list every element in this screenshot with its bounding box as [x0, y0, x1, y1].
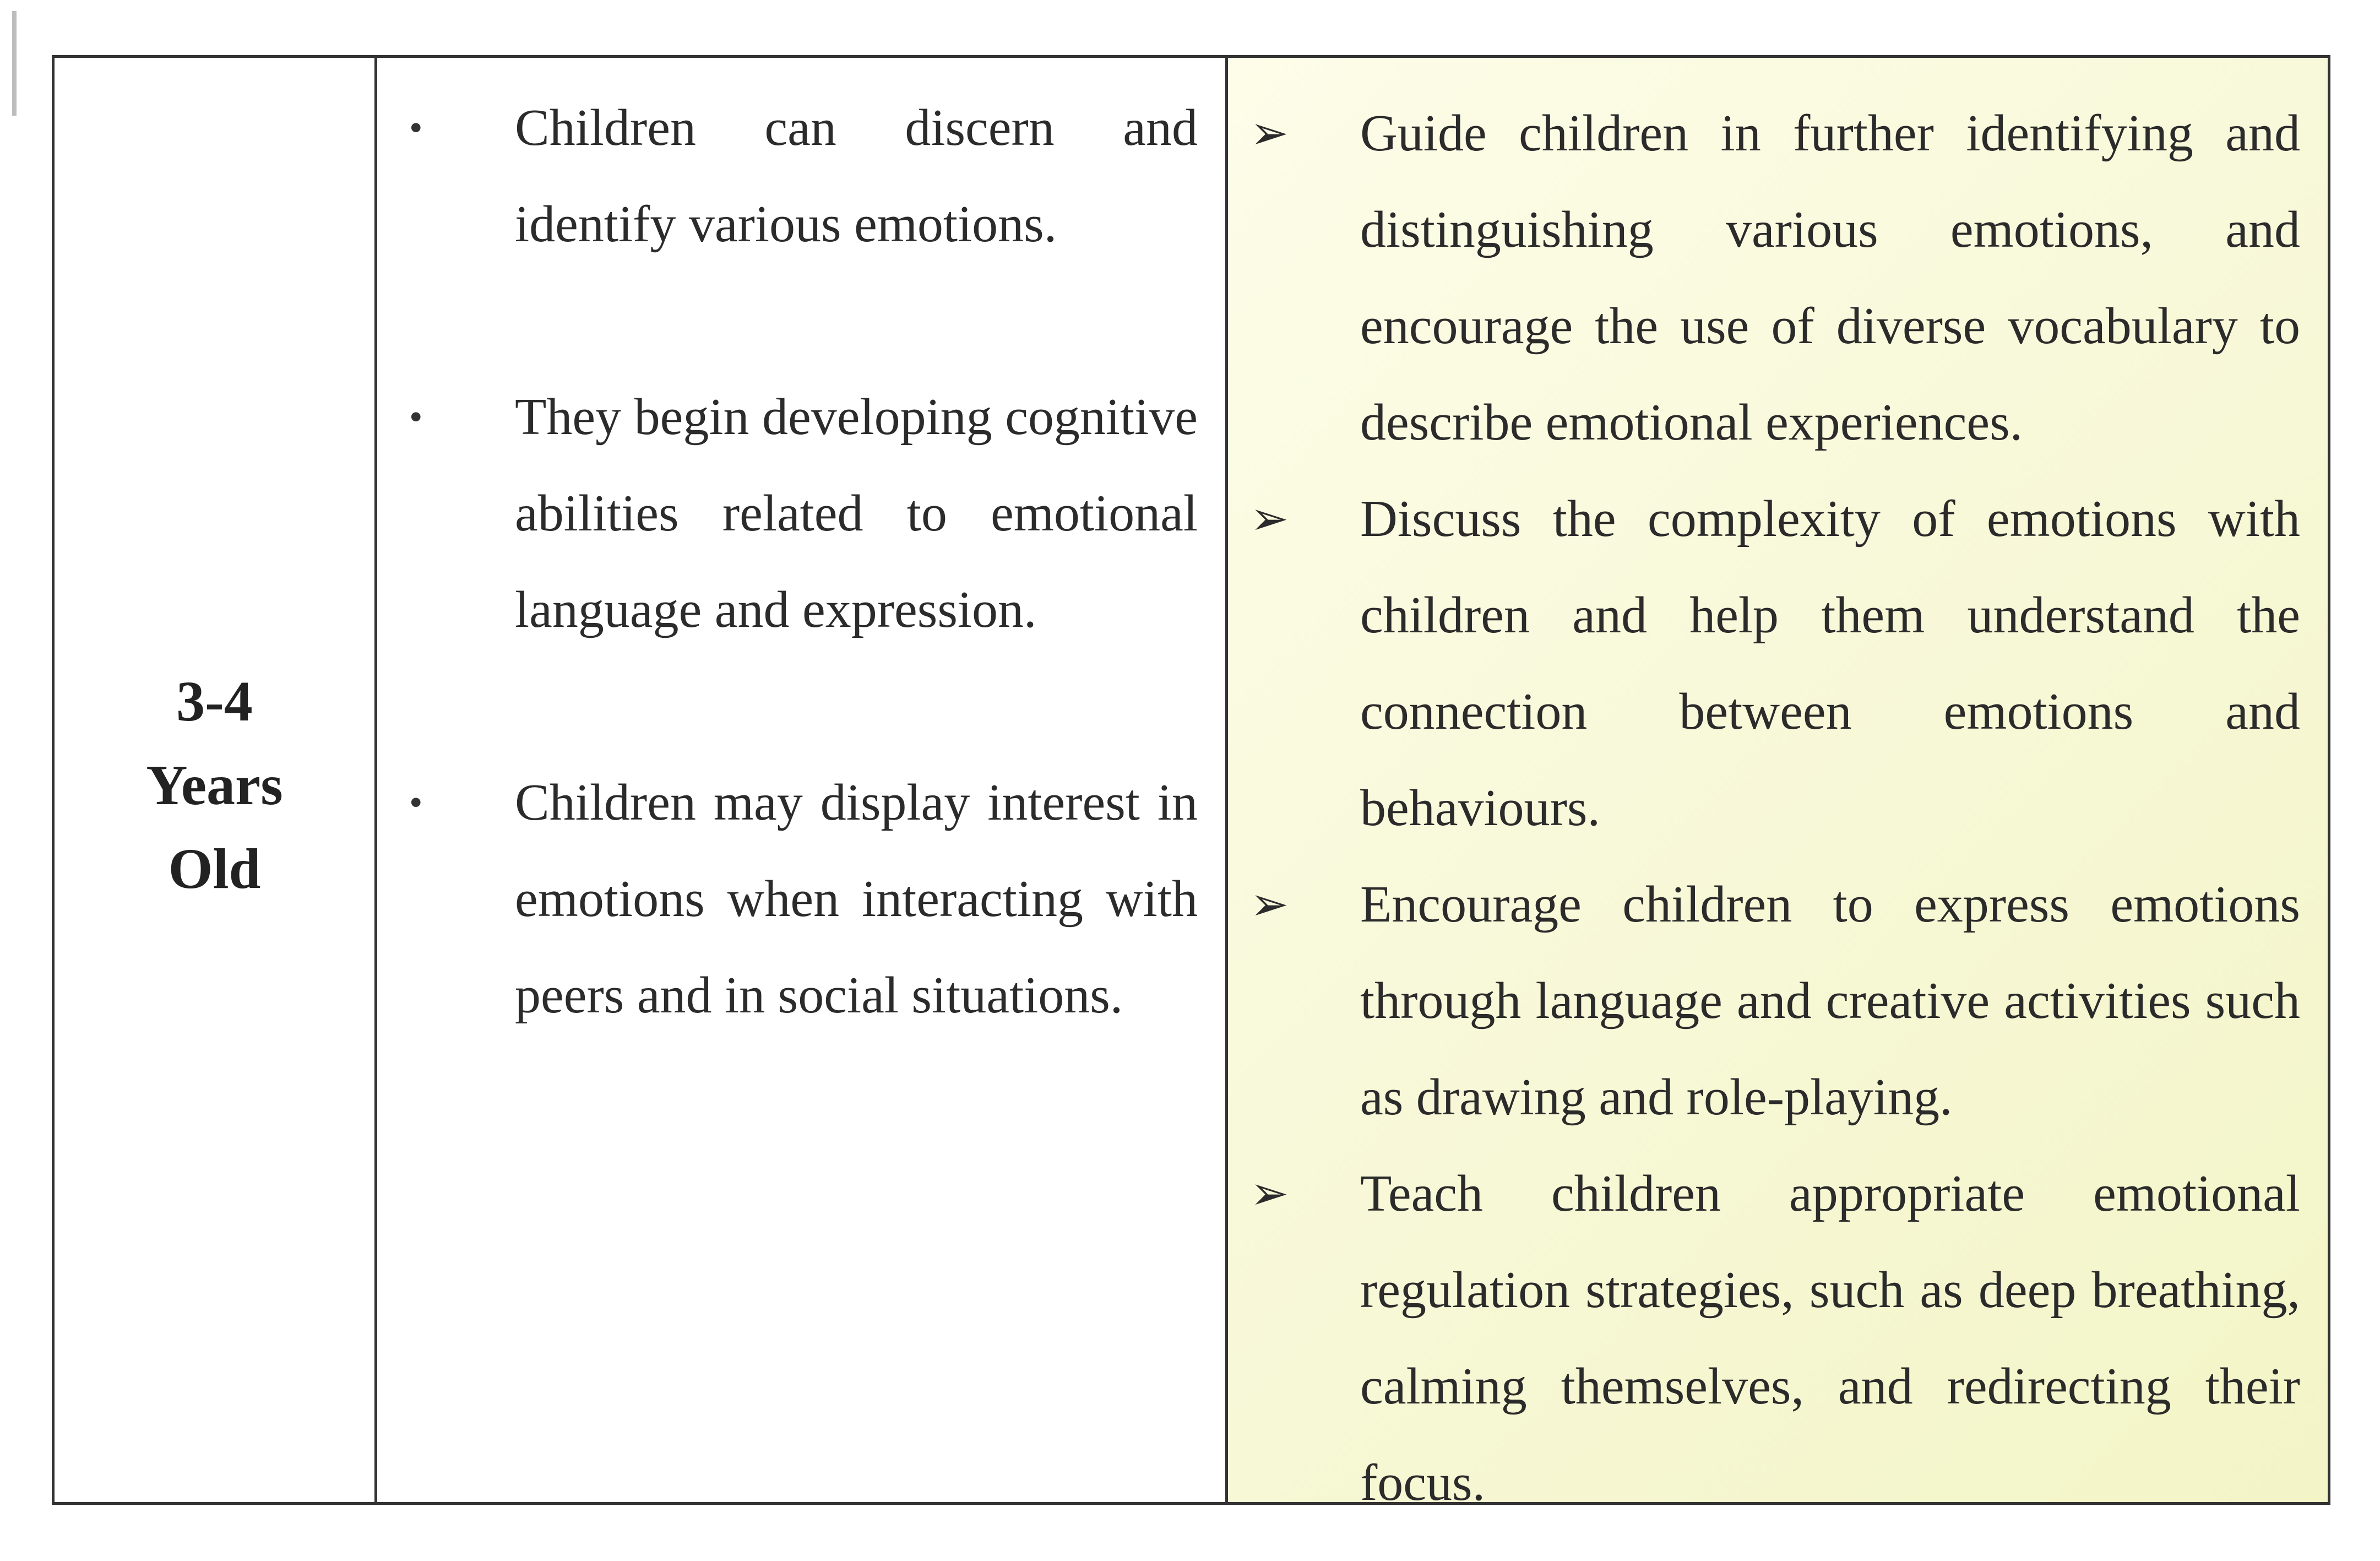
age-unit: Years [146, 754, 283, 817]
age-group-label [146, 660, 282, 911]
development-text: Children may display interest in emotions when interacting with peers and in social situations. [515, 774, 1198, 1024]
support-text: Guide children in further identifying and distinguishing various emotions, and encourage the use of diverse vocabulary to describe emotional experiences. [1360, 105, 2300, 451]
scan-edge-mark [12, 11, 17, 116]
support-text: Teach children appropriate emotional regulation strategies, such as deep breathing, calming themselves, and redirecting their focus. [1360, 1165, 2300, 1511]
development-cell [377, 58, 1228, 1502]
development-item [409, 80, 1198, 273]
arrow-bullet-icon: ➢ [1250, 879, 1289, 930]
support-text: Encourage children to express emotions through language and creative activities such as drawing and role-playing. [1360, 876, 2300, 1126]
development-text: They begin developing cognitive abilities related to emotional language and expression. [515, 388, 1198, 638]
age-suffix: Old [168, 837, 261, 901]
support-item [1250, 471, 2300, 857]
support-item [1250, 857, 2300, 1146]
age-range: 3-4 [176, 670, 253, 733]
arrow-bullet-icon: ➢ [1250, 494, 1289, 545]
bullet-dot-icon: • [409, 396, 423, 438]
arrow-bullet-icon: ➢ [1250, 1168, 1289, 1219]
age-group-cell [55, 58, 377, 1502]
support-text: Discuss the complexity of emotions with children and help them understand the connection between emotions and behaviours. [1360, 490, 2300, 837]
support-cell [1228, 58, 2328, 1511]
guidance-table [52, 55, 2330, 1511]
development-text: Children can discern and identify various emotions. [515, 99, 1198, 253]
development-item [409, 755, 1198, 1044]
bullet-dot-icon: • [409, 782, 423, 824]
support-item [1250, 1146, 2300, 1531]
support-item [1250, 85, 2300, 471]
arrow-bullet-icon: ➢ [1250, 108, 1289, 159]
development-item [409, 369, 1198, 658]
bullet-dot-icon: • [409, 107, 423, 149]
